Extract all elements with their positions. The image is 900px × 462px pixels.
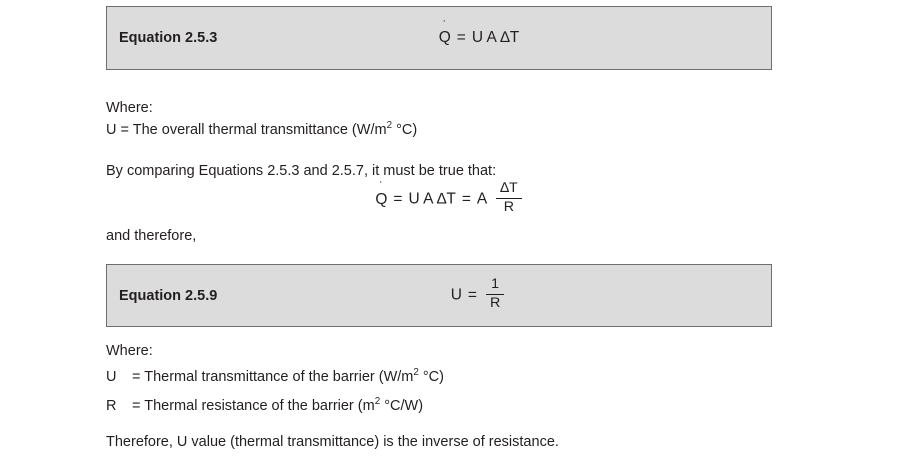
- equation-label-2-5-9: Equation 2.5.9: [119, 287, 218, 304]
- equals-sign-1: =: [393, 190, 403, 208]
- definition-symbol-r: R: [106, 398, 117, 414]
- equation-label-2-5-3: Equation 2.5.3: [119, 30, 218, 46]
- term-uadt: U A ∆T: [408, 190, 456, 208]
- fraction-denominator: R: [496, 198, 521, 216]
- superscript-two-r: 2: [374, 396, 381, 408]
- definition-r-text-end: °C/W): [380, 398, 424, 414]
- equation-body-2-5-3: [307, 17, 771, 47]
- display-equation: [0, 179, 900, 217]
- fraction-dt-over-r: [496, 181, 521, 216]
- q-dot-symbol-display: [375, 179, 388, 209]
- equation-body-2-5-9: [307, 278, 771, 313]
- equals-sign: =: [456, 29, 466, 46]
- definition-row-r: [106, 398, 423, 414]
- equals-sign-259: =: [467, 286, 477, 304]
- q-letter-display: Q: [375, 190, 388, 208]
- definition-u-overall-text: U = The overall thermal transmittance (W/m: [106, 122, 387, 138]
- definition-row-u: [106, 369, 444, 385]
- term-a: A: [476, 190, 488, 208]
- definition-r-text: = Thermal resistance of the barrier (m: [132, 398, 375, 414]
- q-dot-accent: ˙: [442, 17, 447, 33]
- where-heading-2: Where:: [106, 343, 153, 359]
- superscript-two: 2: [386, 120, 393, 132]
- equation-box-2-5-3: [106, 6, 772, 70]
- definition-u-text-end: °C): [418, 369, 444, 385]
- definition-u-overall: [106, 122, 417, 138]
- conclusion-sentence: Therefore, U value (thermal transmittance) is the inverse of resistance.: [106, 434, 559, 450]
- equation-rhs: U A ∆T: [471, 29, 520, 46]
- u-letter: U: [450, 286, 462, 304]
- definition-symbol-u: U: [106, 369, 117, 385]
- definition-u-overall-end: °C): [392, 122, 418, 138]
- fraction-denominator-259: R: [486, 294, 504, 312]
- equation-box-2-5-9: [106, 264, 772, 327]
- and-therefore-text: and therefore,: [106, 228, 197, 244]
- equals-sign-2: =: [461, 190, 471, 208]
- q-dot-symbol: [438, 17, 451, 47]
- fraction-one-over-r: [486, 277, 504, 312]
- q-letter: Q: [438, 29, 451, 46]
- comparison-sentence: By comparing Equations 2.5.3 and 2.5.7, it must be true that:: [106, 163, 497, 179]
- where-heading-1: Where:: [106, 100, 153, 116]
- definition-u-text: = Thermal transmittance of the barrier (W/m: [132, 369, 414, 385]
- fraction-numerator-259: 1: [491, 276, 500, 293]
- superscript-two-u: 2: [413, 367, 419, 379]
- q-dot-accent-display: ˙: [379, 179, 384, 195]
- fraction-numerator: ∆T: [500, 180, 518, 196]
